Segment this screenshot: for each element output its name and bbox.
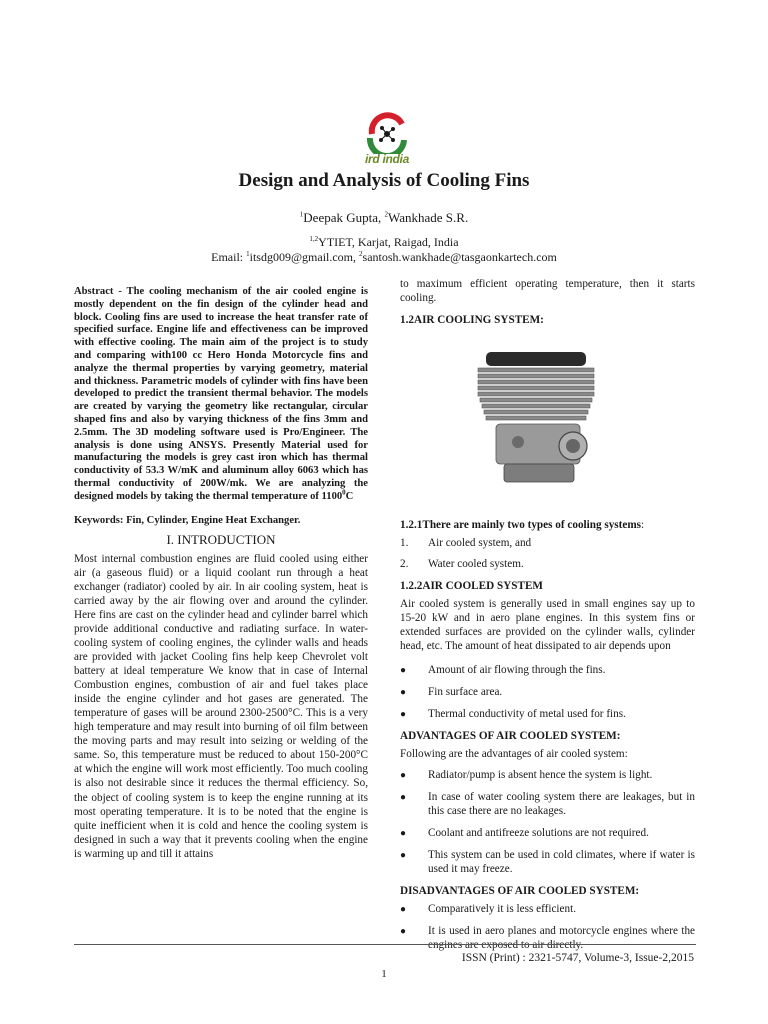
list-text: Thermal conductivity of metal used for fins. — [428, 707, 626, 720]
list-text: Radiator/pump is absent hence the system is light. — [428, 769, 653, 782]
bullet-icon: ● — [400, 903, 407, 915]
list-number: 2. — [400, 558, 409, 571]
email-prefix: Email: — [211, 250, 247, 264]
air-cooled-text: Air cooled system is generally used in small engines say up to 15-20 kW and in aero plane engines. In this system fins or extended surfaces are provided on the cylinder walls, cylinder head, etc. The amount of heat dissipated to air depends upon — [400, 598, 695, 652]
continued-text: to maximum efficient operating temperature, then it starts cooling. — [400, 278, 695, 304]
paper-title: Design and Analysis of Cooling Fins — [238, 170, 530, 191]
emails — [0, 250, 768, 265]
bullet-icon: ● — [400, 850, 407, 862]
heading-air-cooled-system: 1.2.2AIR COOLED SYSTEM — [400, 580, 543, 593]
author1-sup: 1 — [299, 210, 304, 219]
affiliation — [0, 235, 768, 250]
list-item — [400, 925, 695, 953]
list-text: Coolant and antifreeze solutions are not required. — [428, 827, 649, 840]
bullet-icon: ● — [400, 686, 407, 698]
affil-text: YTIET, Karjat, Raigad, India — [318, 235, 459, 249]
author2: Wankhade S.R. — [388, 210, 469, 225]
list-number: 1. — [400, 536, 409, 549]
ird-logo-icon — [352, 112, 422, 154]
list-item — [400, 537, 695, 551]
heading-types-colon: : — [641, 518, 645, 531]
email2-sup: 2 — [359, 250, 363, 258]
engine-image — [468, 342, 608, 492]
left-column — [74, 286, 368, 861]
list-text: Fin surface area. — [428, 685, 503, 698]
list-text: Water cooled system. — [428, 558, 524, 571]
intro-heading: I. INTRODUCTION — [166, 531, 276, 547]
list-item — [400, 558, 695, 572]
list-item — [400, 664, 695, 678]
list-text: This system can be used in cold climates, where if water is used it may freeze. — [428, 849, 695, 875]
list-text: Air cooled system, and — [428, 536, 532, 549]
list-item — [400, 686, 695, 700]
email1-sup: 1 — [246, 250, 250, 258]
bullet-icon: ● — [400, 664, 407, 676]
authors — [0, 210, 768, 226]
list-text: In case of water cooling system there are leakages, but in this case there are no leakages. — [428, 791, 695, 818]
abstract — [74, 286, 368, 504]
abstract-text: Abstract - The cooling mechanism of the air cooled engine is mostly dependent on the fin design of the cylinder head and block. Cooling fins are used to increase the heat transfer rate of specified surface. Engine life and effectiveness can be improved with effective cooling. The main aim of the project is to study and comparing with100 cc Hero Honda Motorcycle fins and analyze the thermal properties by varying geometry, material and thickness. Parametric models of cylinder with fins have been developed to predict the transient thermal behavior. The models are created by varying the geometry like rectangular, circular shaped fins and also by varying thickness of the fins 3mm and 2.5mm. The 3D modeling software used is Pro/Engineer. The analysis is done using ANSYS. Presently Material used for manufacturing the models is grey cast iron which has thermal conductivity of 53.3 W/mK and aluminum alloy 6063 which has thermal conductivity of 200W/mk. We are analyzing the designed models by taking the thermal temperature of 1100 — [74, 286, 368, 502]
bullet-icon: ● — [400, 925, 407, 937]
list-item — [400, 769, 695, 783]
list-item — [400, 827, 695, 841]
abstract-sup: 0 — [342, 488, 346, 497]
heading-types-text: 1.2.1There are mainly two types of cooling systems — [400, 518, 642, 531]
author1: Deepak Gupta, — [303, 210, 385, 225]
footer-divider — [74, 944, 696, 945]
list-text: Comparatively it is less efficient. — [428, 902, 576, 915]
author2-sup: 2 — [384, 210, 388, 219]
list-text: Amount of air flowing through the fins. — [428, 663, 606, 676]
ird-india-logo — [352, 112, 422, 168]
logo-text: ird india — [365, 152, 409, 166]
page-number: 1 — [381, 968, 387, 980]
affil-sup: 1,2 — [309, 235, 319, 243]
advantages-intro: Following are the advantages of air cooled system: — [400, 747, 628, 760]
intro-text: Most internal combustion engines are fluid cooled using either air (a gaseous fluid) or a liquid coolant run through a heat exchanger (radiator) cooled by air. In air cooling system, heat is carried away by the air flowing over and around the cylinder. Here fins are cast on the cylinder head and cylinder barrel which provide additional conductive and radiating surface. In water-cooling system of cooling engines, the cylinder walls and heads are provided with jacket Cooling fins help keep Chevrolet volt battery at ideal temperature We know that in case of Internal Combustion engines, combustion of air and fuel takes place inside the engine cylinder and hot gases are generated. The temperature of gases will be around 2300-2500°C. This is a very high temperature and may result into burning of oil film between the moving parts and may result into seizing or welding of the same. So, this temperature must be reduced to about 150-200°C at which the engine will work most efficiently. Too much cooling is also not desirable since it reduces the thermal efficiency. So, the object of cooling system is to keep the engine running at its most operating temperature. It is to be noted that the engine is quite inefficient when it is cold and hence the cooling system is designed in such a way that it prevents cooling when the engine is warming up and till it attains — [74, 552, 368, 860]
heading-air-cooling-system: 1.2AIR COOLING SYSTEM: — [400, 313, 544, 326]
list-item — [400, 791, 695, 819]
email2[interactable]: santosh.wankhade@tasgaonkartech.com — [362, 250, 557, 264]
abstract-end: C — [345, 490, 354, 502]
list-item — [400, 708, 695, 722]
bullet-icon: ● — [400, 792, 407, 804]
bullet-icon: ● — [400, 708, 407, 720]
list-item — [400, 903, 695, 917]
bullet-icon: ● — [400, 828, 407, 840]
heading-advantages: ADVANTAGES OF AIR COOLED SYSTEM: — [400, 729, 621, 742]
keywords: Keywords: Fin, Cylinder, Engine Heat Exchanger. — [74, 514, 301, 526]
issn-footer: ISSN (Print) : 2321-5747, Volume-3, Issue-2,2015 — [461, 952, 694, 964]
right-column — [400, 278, 695, 960]
heading-disadvantages: DISADVANTAGES OF AIR COOLED SYSTEM: — [400, 884, 640, 897]
email1[interactable]: itsdg009@gmail.com, — [249, 250, 360, 264]
list-text: It is used in aero planes and motorcycle engines where the engines are exposed to air directly. — [428, 924, 695, 951]
heading-types — [400, 519, 695, 533]
bullet-icon: ● — [400, 770, 407, 782]
list-item — [400, 849, 695, 877]
